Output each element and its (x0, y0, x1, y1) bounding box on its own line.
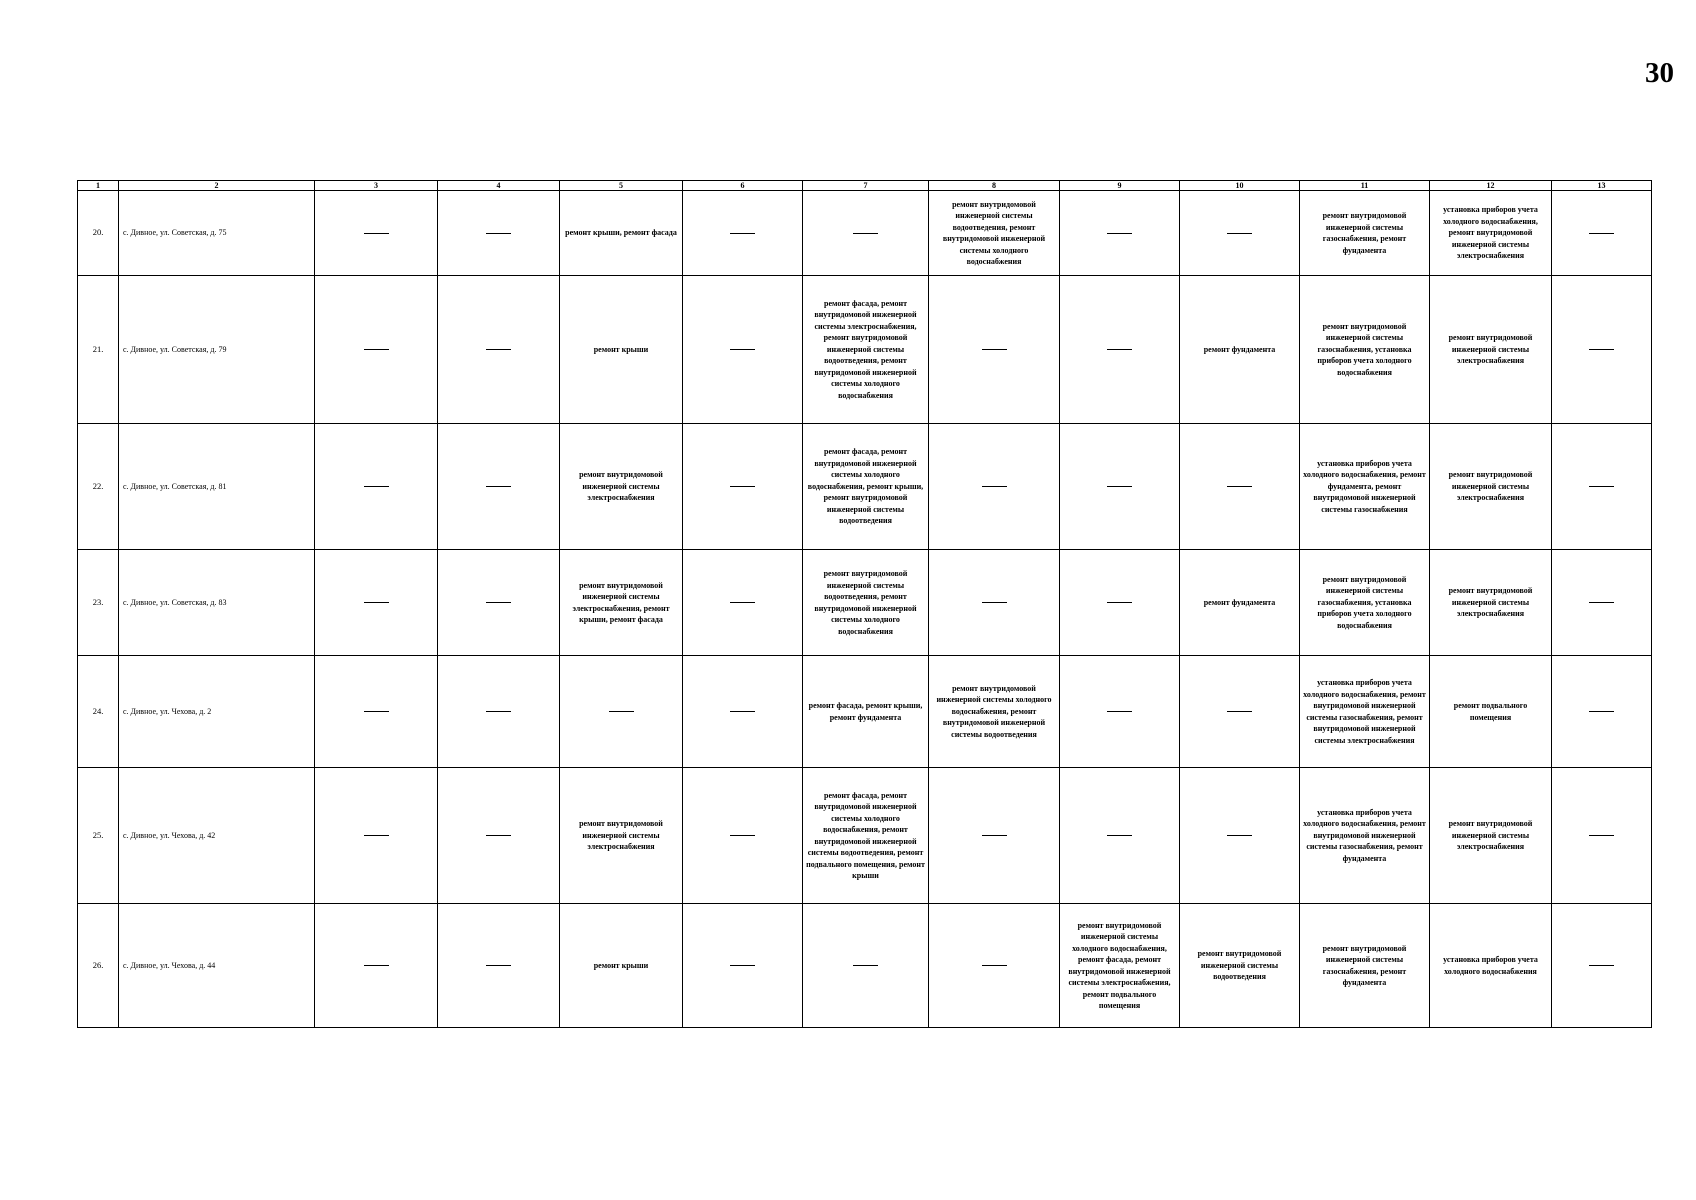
work-description (1300, 904, 1430, 1028)
work-text: установка приборов учета холодного водоснабжения, ремонт внутридомовой инженерной системы электроснабжения (1443, 205, 1538, 261)
column-number: 3 (315, 181, 438, 191)
empty-cell (683, 656, 803, 768)
empty-cell (803, 191, 929, 276)
empty-cell (929, 276, 1060, 424)
empty-cell (803, 904, 929, 1028)
empty-cell (1552, 768, 1652, 904)
work-text: установка приборов учета холодного водоснабжения (1443, 955, 1538, 976)
empty-cell (929, 768, 1060, 904)
empty-cell (1552, 424, 1652, 550)
work-description (1300, 191, 1430, 276)
work-description (929, 656, 1060, 768)
work-text: ремонт внутридомовой инженерной системы газоснабжения, установка приборов учета холодного водоснабжения (1317, 574, 1412, 630)
work-description (1430, 768, 1552, 904)
dash-mark (982, 835, 1007, 836)
dash-mark (730, 711, 755, 712)
building-address: с. Дивное, ул. Чехова, д. 44 (119, 904, 315, 1028)
work-description (1180, 904, 1300, 1028)
dash-mark (730, 835, 755, 836)
row-number: 23. (78, 550, 119, 656)
dash-mark (1107, 233, 1132, 234)
work-description (1430, 904, 1552, 1028)
work-text: ремонт внутридомовой инженерной системы холодного водоснабжения, ремонт внутридомовой инженерной системы водоотведения (936, 683, 1052, 739)
empty-cell (315, 904, 438, 1028)
column-number: 7 (803, 181, 929, 191)
building-address: с. Дивное, ул. Советская, д. 81 (119, 424, 315, 550)
dash-mark (853, 965, 878, 966)
work-description (560, 191, 683, 276)
empty-cell (315, 656, 438, 768)
column-number: 1 (78, 181, 119, 191)
work-description (1180, 276, 1300, 424)
work-text: ремонт внутридомовой инженерной системы электроснабжения (579, 470, 663, 503)
dash-mark (364, 602, 389, 603)
empty-cell (1180, 656, 1300, 768)
column-number: 2 (119, 181, 315, 191)
work-text: ремонт фасада, ремонт внутридомовой инженерной системы холодного водоснабжения, ремонт внутридомовой инженерной системы водоотведения, ремонт подвального помещения, ремонт крыши (806, 790, 925, 880)
dash-mark (486, 711, 511, 712)
work-description (1300, 550, 1430, 656)
work-description (1430, 276, 1552, 424)
dash-mark (486, 835, 511, 836)
dash-mark (730, 965, 755, 966)
dash-mark (486, 349, 511, 350)
dash-mark (364, 835, 389, 836)
empty-cell (1180, 191, 1300, 276)
work-text: ремонт внутридомовой инженерной системы электроснабжения, ремонт крыши, ремонт фасада (572, 580, 670, 624)
empty-cell (1552, 656, 1652, 768)
work-text: ремонт внутридомовой инженерной системы газоснабжения, установка приборов учета холодного водоснабжения (1317, 321, 1412, 377)
empty-cell (683, 191, 803, 276)
empty-cell (315, 276, 438, 424)
empty-cell (1552, 276, 1652, 424)
work-text: ремонт внутридомовой инженерной системы холодного водоснабжения, ремонт фасада, ремонт внутридомовой инженерной системы электроснабжения, ремонт подвального помещения (1068, 920, 1171, 1010)
work-text: ремонт крыши (593, 344, 649, 354)
work-text: установка приборов учета холодного водоснабжения, ремонт внутридомовой инженерной системы газоснабжения, ремонт фундамента (1303, 807, 1426, 863)
empty-cell (438, 424, 560, 550)
work-text: ремонт внутридомовой инженерной системы водоотведения, ремонт внутридомовой инженерной системы холодного водоснабжения (814, 569, 917, 636)
work-description (803, 768, 929, 904)
dash-mark (1107, 835, 1132, 836)
dash-mark (730, 233, 755, 234)
column-number: 6 (683, 181, 803, 191)
dash-mark (982, 349, 1007, 350)
dash-mark (486, 486, 511, 487)
work-description (803, 550, 929, 656)
column-number: 13 (1552, 181, 1652, 191)
dash-mark (1107, 602, 1132, 603)
column-number: 11 (1300, 181, 1430, 191)
dash-mark (982, 486, 1007, 487)
empty-cell (438, 191, 560, 276)
work-text: ремонт внутридомовой инженерной системы электроснабжения (1448, 586, 1533, 619)
table-row (78, 768, 1652, 904)
empty-cell (315, 424, 438, 550)
empty-cell (1180, 424, 1300, 550)
dash-mark (1227, 233, 1252, 234)
column-number-header (78, 181, 1652, 191)
empty-cell (1180, 768, 1300, 904)
work-description (803, 276, 929, 424)
row-number: 26. (78, 904, 119, 1028)
empty-cell (683, 276, 803, 424)
dash-mark (364, 965, 389, 966)
work-description (560, 904, 683, 1028)
empty-cell (560, 656, 683, 768)
empty-cell (1552, 550, 1652, 656)
work-text: ремонт внутридомовой инженерной системы водоотведения, ремонт внутридомовой инженерной системы холодного водоснабжения (942, 199, 1046, 266)
column-number: 4 (438, 181, 560, 191)
work-text: ремонт фасада, ремонт внутридомовой инженерной системы электроснабжения, ремонт внутридомовой инженерной системы водоотведения, ремонт внутридомовой инженерной системы холодного водоснабжения (814, 298, 917, 400)
work-description (560, 276, 683, 424)
repair-schedule-table (77, 180, 1652, 1028)
work-text: ремонт внутридомовой инженерной системы электроснабжения (1448, 819, 1533, 852)
building-address: с. Дивное, ул. Советская, д. 79 (119, 276, 315, 424)
building-address: с. Дивное, ул. Советская, д. 75 (119, 191, 315, 276)
work-text: ремонт подвального помещения (1453, 701, 1528, 722)
row-number: 21. (78, 276, 119, 424)
work-text: ремонт внутридомовой инженерной системы электроснабжения (579, 819, 663, 852)
work-text: ремонт крыши (593, 960, 649, 970)
empty-cell (315, 768, 438, 904)
work-text: установка приборов учета холодного водоснабжения, ремонт фундамента, ремонт внутридомовой инженерной системы газоснабжения (1303, 458, 1426, 514)
work-description (1430, 656, 1552, 768)
work-text: ремонт фундамента (1203, 597, 1276, 607)
empty-cell (1060, 656, 1180, 768)
empty-cell (315, 550, 438, 656)
dash-mark (1107, 711, 1132, 712)
empty-cell (1552, 191, 1652, 276)
work-text: ремонт внутридомовой инженерной системы газоснабжения, ремонт фундамента (1322, 211, 1407, 255)
building-address: с. Дивное, ул. Чехова, д. 2 (119, 656, 315, 768)
page-number: 30 (1645, 57, 1674, 89)
empty-cell (683, 550, 803, 656)
building-address: с. Дивное, ул. Чехова, д. 42 (119, 768, 315, 904)
empty-cell (1060, 276, 1180, 424)
work-description (560, 768, 683, 904)
dash-mark (486, 233, 511, 234)
empty-cell (1060, 424, 1180, 550)
work-text: ремонт фасада, ремонт крыши, ремонт фундамента (808, 701, 923, 722)
empty-cell (1060, 768, 1180, 904)
dash-mark (364, 486, 389, 487)
empty-cell (1060, 550, 1180, 656)
work-text: ремонт внутридомовой инженерной системы электроснабжения (1448, 470, 1533, 503)
dash-mark (486, 965, 511, 966)
empty-cell (315, 191, 438, 276)
work-description (560, 550, 683, 656)
dash-mark (1589, 835, 1614, 836)
dash-mark (982, 602, 1007, 603)
empty-cell (438, 768, 560, 904)
empty-cell (438, 904, 560, 1028)
dash-mark (1589, 711, 1614, 712)
table-row (78, 424, 1652, 550)
work-description (1300, 656, 1430, 768)
dash-mark (853, 233, 878, 234)
dash-mark (1227, 711, 1252, 712)
work-description (560, 424, 683, 550)
row-number: 20. (78, 191, 119, 276)
work-text: ремонт внутридомовой инженерной системы водоотведения (1197, 949, 1282, 982)
empty-cell (683, 904, 803, 1028)
work-description (1430, 424, 1552, 550)
work-text: установка приборов учета холодного водоснабжения, ремонт внутридомовой инженерной системы газоснабжения, ремонт внутридомовой инженерной системы электроснабжения (1303, 678, 1426, 745)
dash-mark (1227, 486, 1252, 487)
work-description (803, 424, 929, 550)
empty-cell (929, 550, 1060, 656)
dash-mark (1589, 486, 1614, 487)
table-row (78, 276, 1652, 424)
table-row (78, 904, 1652, 1028)
dash-mark (1589, 349, 1614, 350)
dash-mark (364, 233, 389, 234)
row-number: 24. (78, 656, 119, 768)
column-number: 10 (1180, 181, 1300, 191)
work-description (1180, 550, 1300, 656)
column-number: 12 (1430, 181, 1552, 191)
work-description (1430, 191, 1552, 276)
work-text: ремонт фундамента (1203, 344, 1276, 354)
work-text: ремонт внутридомовой инженерной системы электроснабжения (1448, 333, 1533, 366)
empty-cell (438, 276, 560, 424)
work-description (1300, 276, 1430, 424)
dash-mark (730, 602, 755, 603)
table-row (78, 550, 1652, 656)
dash-mark (1227, 835, 1252, 836)
dash-mark (1107, 486, 1132, 487)
work-description (1060, 904, 1180, 1028)
dash-mark (1589, 602, 1614, 603)
column-number: 5 (560, 181, 683, 191)
dash-mark (730, 486, 755, 487)
dash-mark (730, 349, 755, 350)
work-text: ремонт крыши, ремонт фасада (565, 228, 677, 238)
dash-mark (364, 349, 389, 350)
work-text: ремонт внутридомовой инженерной системы газоснабжения, ремонт фундамента (1322, 943, 1407, 987)
column-number: 8 (929, 181, 1060, 191)
column-number: 9 (1060, 181, 1180, 191)
empty-cell (683, 424, 803, 550)
dash-mark (1589, 233, 1614, 234)
work-description (803, 656, 929, 768)
work-description (929, 191, 1060, 276)
empty-cell (929, 424, 1060, 550)
empty-cell (683, 768, 803, 904)
dash-mark (609, 711, 634, 712)
dash-mark (486, 602, 511, 603)
empty-cell (929, 904, 1060, 1028)
building-address: с. Дивное, ул. Советская, д. 83 (119, 550, 315, 656)
dash-mark (982, 965, 1007, 966)
table-row (78, 191, 1652, 276)
dash-mark (1589, 965, 1614, 966)
table-row (78, 656, 1652, 768)
empty-cell (438, 550, 560, 656)
empty-cell (438, 656, 560, 768)
work-description (1300, 424, 1430, 550)
work-description (1430, 550, 1552, 656)
row-number: 22. (78, 424, 119, 550)
dash-mark (364, 711, 389, 712)
work-text: ремонт фасада, ремонт внутридомовой инженерной системы холодного водоснабжения, ремонт крыши, ремонт внутридомовой инженерной системы водоотведения (807, 447, 924, 526)
work-description (1300, 768, 1430, 904)
empty-cell (1060, 191, 1180, 276)
row-number: 25. (78, 768, 119, 904)
dash-mark (1107, 349, 1132, 350)
empty-cell (1552, 904, 1652, 1028)
